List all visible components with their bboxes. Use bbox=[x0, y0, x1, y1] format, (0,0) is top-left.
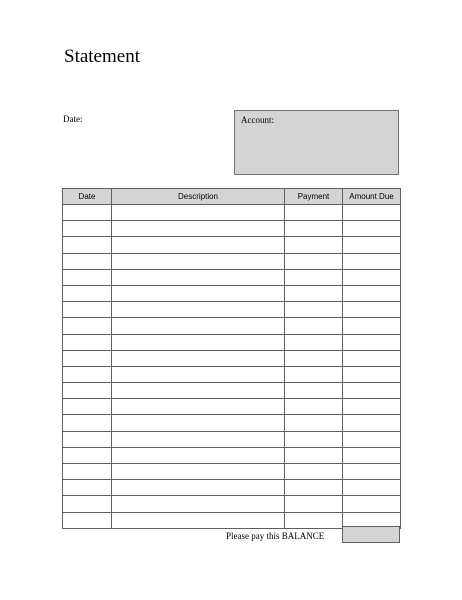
table-row bbox=[63, 383, 401, 399]
payment-cell bbox=[285, 285, 343, 301]
date-cell bbox=[63, 415, 112, 431]
date-cell bbox=[63, 334, 112, 350]
description-cell bbox=[112, 512, 285, 528]
payment-cell bbox=[285, 205, 343, 221]
payment-cell bbox=[285, 221, 343, 237]
description-cell bbox=[112, 253, 285, 269]
amount-due-cell bbox=[343, 318, 401, 334]
payment-cell bbox=[285, 431, 343, 447]
date-cell bbox=[63, 221, 112, 237]
table-row bbox=[63, 350, 401, 366]
payment-cell bbox=[285, 253, 343, 269]
payment-cell bbox=[285, 237, 343, 253]
amount-due-cell bbox=[343, 383, 401, 399]
table-row bbox=[63, 464, 401, 480]
balance-label: Please pay this BALANCE bbox=[226, 531, 325, 541]
amount-due-cell bbox=[343, 302, 401, 318]
payment-cell bbox=[285, 366, 343, 382]
table-row bbox=[63, 399, 401, 415]
amount-due-cell bbox=[343, 447, 401, 463]
amount-due-cell bbox=[343, 334, 401, 350]
header-payment: Payment bbox=[285, 189, 343, 205]
amount-due-cell bbox=[343, 253, 401, 269]
payment-cell bbox=[285, 383, 343, 399]
description-cell bbox=[112, 431, 285, 447]
amount-due-cell bbox=[343, 431, 401, 447]
description-cell bbox=[112, 366, 285, 382]
description-cell bbox=[112, 480, 285, 496]
date-cell bbox=[63, 269, 112, 285]
description-cell bbox=[112, 221, 285, 237]
table-row bbox=[63, 496, 401, 512]
date-cell bbox=[63, 496, 112, 512]
date-cell bbox=[63, 237, 112, 253]
description-cell bbox=[112, 237, 285, 253]
table-row bbox=[63, 415, 401, 431]
date-cell bbox=[63, 205, 112, 221]
description-cell bbox=[112, 415, 285, 431]
description-cell bbox=[112, 383, 285, 399]
payment-cell bbox=[285, 269, 343, 285]
payment-cell bbox=[285, 415, 343, 431]
header-date: Date bbox=[63, 189, 112, 205]
date-cell bbox=[63, 480, 112, 496]
amount-due-cell bbox=[343, 496, 401, 512]
table-row bbox=[63, 285, 401, 301]
description-cell bbox=[112, 318, 285, 334]
table-row bbox=[63, 205, 401, 221]
description-cell bbox=[112, 350, 285, 366]
date-cell bbox=[63, 447, 112, 463]
description-cell bbox=[112, 269, 285, 285]
amount-due-cell bbox=[343, 221, 401, 237]
table-row bbox=[63, 366, 401, 382]
date-cell bbox=[63, 366, 112, 382]
description-cell bbox=[112, 205, 285, 221]
table-body bbox=[63, 205, 401, 529]
payment-cell bbox=[285, 334, 343, 350]
payment-cell bbox=[285, 464, 343, 480]
table-row bbox=[63, 269, 401, 285]
amount-due-cell bbox=[343, 350, 401, 366]
table-row bbox=[63, 480, 401, 496]
header-description: Description bbox=[112, 189, 285, 205]
table-row bbox=[63, 431, 401, 447]
statement-table bbox=[62, 188, 401, 529]
table-row bbox=[63, 302, 401, 318]
amount-due-cell bbox=[343, 464, 401, 480]
payment-cell bbox=[285, 399, 343, 415]
payment-cell bbox=[285, 447, 343, 463]
amount-due-cell bbox=[343, 415, 401, 431]
date-cell bbox=[63, 350, 112, 366]
description-cell bbox=[112, 302, 285, 318]
description-cell bbox=[112, 464, 285, 480]
date-cell bbox=[63, 285, 112, 301]
date-cell bbox=[63, 431, 112, 447]
date-cell bbox=[63, 399, 112, 415]
description-cell bbox=[112, 447, 285, 463]
description-cell bbox=[112, 334, 285, 350]
description-cell bbox=[112, 399, 285, 415]
payment-cell bbox=[285, 302, 343, 318]
amount-due-cell bbox=[343, 237, 401, 253]
payment-cell bbox=[285, 318, 343, 334]
date-cell bbox=[63, 464, 112, 480]
date-cell bbox=[63, 383, 112, 399]
date-cell bbox=[63, 318, 112, 334]
account-box bbox=[234, 110, 399, 175]
table-row bbox=[63, 253, 401, 269]
amount-due-cell bbox=[343, 366, 401, 382]
payment-cell bbox=[285, 496, 343, 512]
description-cell bbox=[112, 496, 285, 512]
amount-due-cell bbox=[343, 285, 401, 301]
table-header-row bbox=[63, 189, 401, 205]
date-cell bbox=[63, 302, 112, 318]
header-amount-due: Amount Due bbox=[343, 189, 401, 205]
date-cell bbox=[63, 253, 112, 269]
amount-due-cell bbox=[343, 480, 401, 496]
payment-cell bbox=[285, 480, 343, 496]
table-row bbox=[63, 447, 401, 463]
table-row bbox=[63, 318, 401, 334]
table-row bbox=[63, 221, 401, 237]
page-title: Statement bbox=[64, 46, 140, 67]
amount-due-cell bbox=[343, 205, 401, 221]
description-cell bbox=[112, 285, 285, 301]
account-label: Account: bbox=[241, 115, 274, 125]
payment-cell bbox=[285, 512, 343, 528]
date-label: Date: bbox=[63, 114, 83, 124]
balance-box bbox=[342, 526, 400, 543]
payment-cell bbox=[285, 350, 343, 366]
amount-due-cell bbox=[343, 269, 401, 285]
date-cell bbox=[63, 512, 112, 528]
table-row bbox=[63, 334, 401, 350]
table-row bbox=[63, 237, 401, 253]
amount-due-cell bbox=[343, 399, 401, 415]
